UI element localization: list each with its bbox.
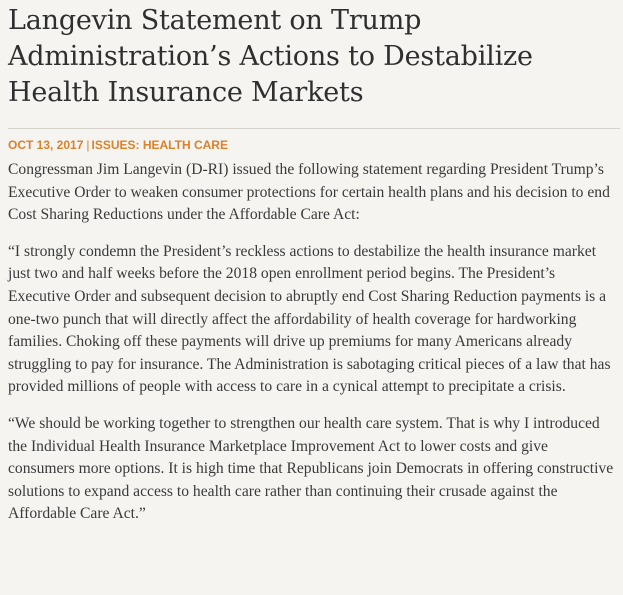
- meta-separator: |: [86, 138, 90, 152]
- article-title: Langevin Statement on Trump Administration’s Actions to Destabilize Health Insurance Markets: [8, 5, 533, 108]
- article: [8, 3, 618, 526]
- issues-link[interactable]: ISSUES: HEALTH CARE: [91, 138, 228, 152]
- paragraph: “I strongly condemn the President’s reckless actions to destabilize the health insurance market just two and half weeks before the 2018 open enrollment period begins. The President’s Executive Order and subsequent decision to abruptly end Cost Sharing Reduction payments is a one-two punch that will directly affect the affordability of health coverage for hardworking families. Choking off these payments will drive up premiums for many Americans already struggling to pay for insurance. The Administration is sabotaging critical pieces of a law that has provided millions of people with access to care in a cynical attempt to precipitate a crisis.: [8, 242, 611, 396]
- article-meta: [8, 137, 618, 153]
- article-body: [8, 159, 618, 526]
- paragraph: Congressman Jim Langevin (D-RI) issued the following statement regarding President Trump’s Executive Order to weaken consumer protections for certain health plans and his decision to end Cost Sharing Reductions under the Affordable Care Act:: [8, 161, 610, 224]
- divider: [8, 128, 620, 129]
- paragraph: “We should be working together to strengthen our health care system. That is why I introduced the Individual Health Insurance Marketplace Improvement Act to lower costs and give consumers more options. It is high time that Republicans join Democrats in offering constructive solutions to expand access to health care rather than continuing their crusade against the Affordable Care Act.”: [8, 414, 614, 523]
- article-date: OCT 13, 2017: [8, 138, 84, 152]
